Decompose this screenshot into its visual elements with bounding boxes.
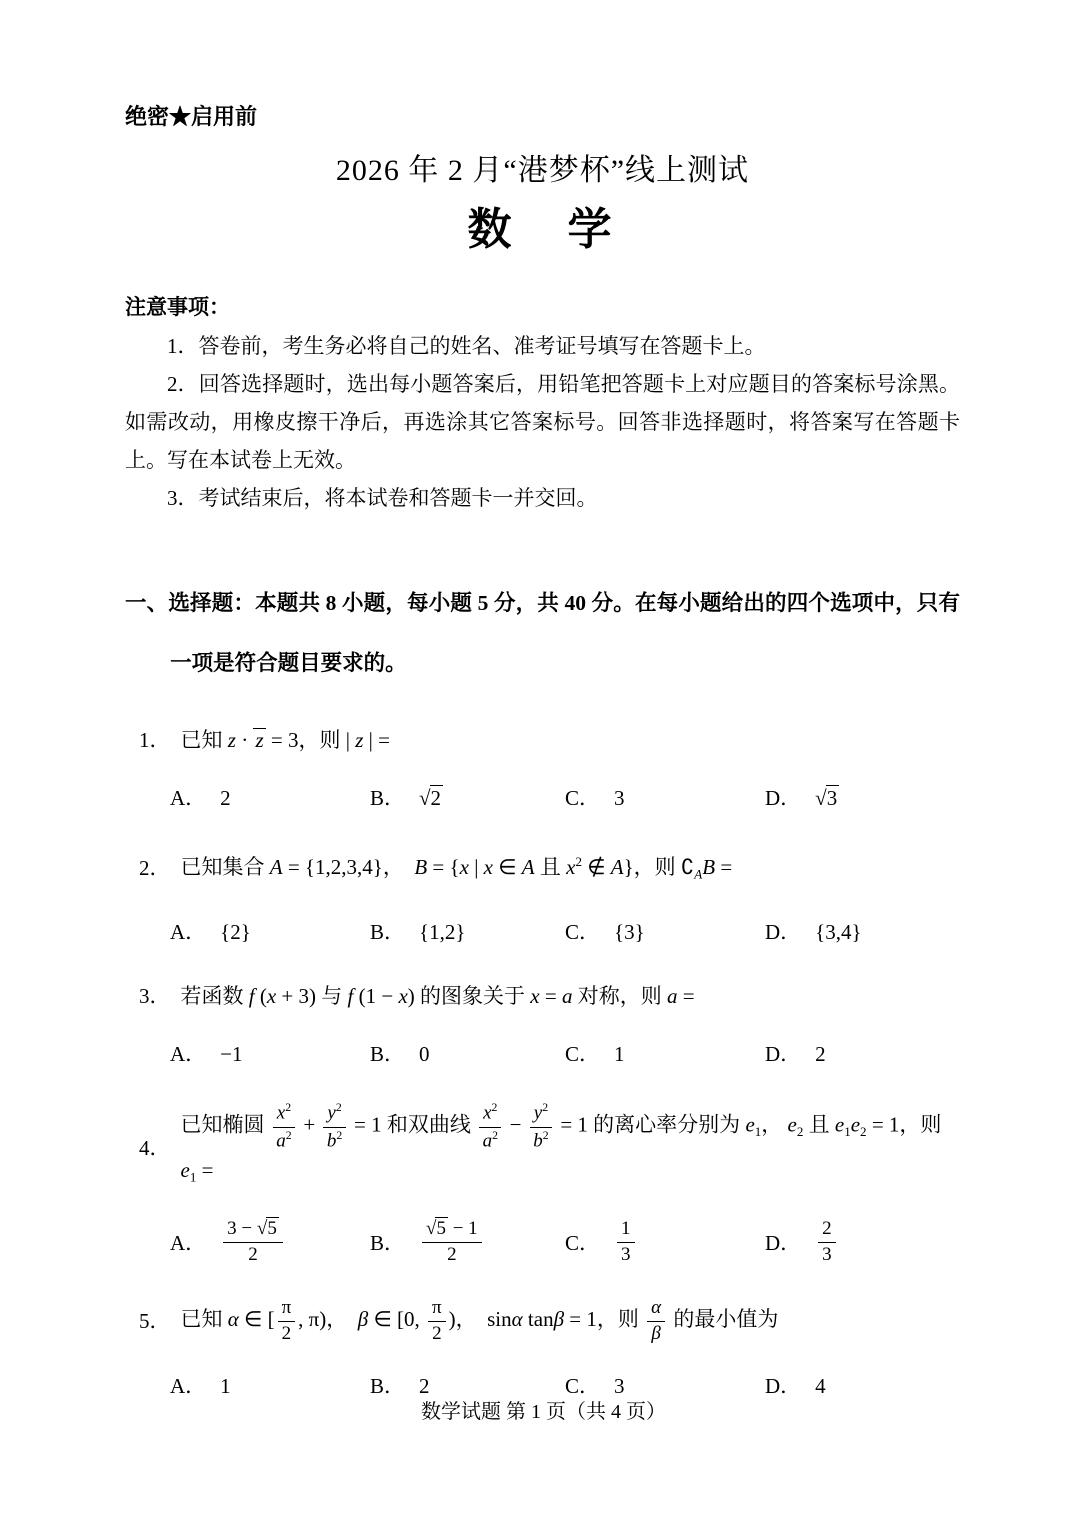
option-value-b: {1,2} — [419, 920, 466, 945]
option-label-a: A． — [170, 785, 207, 810]
option-label-b: B． — [370, 1374, 406, 1399]
classification-label: 绝密★启用前 — [125, 104, 258, 129]
option-value-d: 4 — [815, 1374, 826, 1399]
options-row — [170, 1037, 960, 1071]
option-label-b: B． — [370, 920, 406, 945]
notice-item-2: 2．回答选择题时，选出每小题答案后，用铅笔把答题卡上对应题目的答案标号涂黑。如需改动，用橡皮擦干净后，再选涂其它答案标号。回答非选择题时，将答案写在答题卡上。写在本试卷上无效。 — [125, 371, 960, 472]
option-value-c: 3 — [614, 1374, 625, 1399]
option-value-c: $\frac{1}{3}$ — [614, 1218, 638, 1267]
page-footer: 数学试题 第 1 页（共 4 页） — [421, 1401, 666, 1423]
option-value-c: {3} — [614, 920, 645, 945]
option-value-a: {2} — [220, 920, 251, 945]
option-label-d: D． — [765, 1230, 802, 1255]
option-label-b: B． — [370, 1042, 406, 1067]
option-label-d: D． — [765, 785, 802, 810]
question-number: 3． — [139, 984, 171, 1009]
option-label-c: C． — [565, 920, 601, 945]
option-value-a: 1 — [220, 1374, 231, 1399]
option-label-b: B． — [370, 785, 406, 810]
option-value-b: √2 — [419, 785, 442, 810]
option-label-a: A． — [170, 1230, 207, 1255]
question-number: 5． — [139, 1309, 171, 1334]
option-label-a: A． — [170, 1042, 207, 1067]
option-value-b: 2 — [419, 1374, 430, 1399]
question-number: 2． — [139, 856, 171, 881]
option-value-d: 2 — [815, 1042, 826, 1067]
question-1 — [125, 723, 960, 815]
option-label-a: A． — [170, 1374, 207, 1399]
notice-section — [125, 289, 960, 517]
option-label-d: D． — [765, 1042, 802, 1067]
option-value-a: $\frac{3 - √5}{2}$ — [220, 1218, 286, 1267]
option-label-c: C． — [565, 1374, 601, 1399]
option-value-a: 2 — [220, 785, 231, 810]
subject-title: 数 学 — [467, 204, 618, 254]
option-label-b: B． — [370, 1230, 406, 1255]
question-5 — [125, 1297, 960, 1404]
option-value-d: {3,4} — [815, 920, 862, 945]
notice-item-1: 1．答卷前，考生务必将自己的姓名、准考证号填写在答题卡上。 — [167, 333, 766, 358]
question-number: 4． — [139, 1135, 171, 1160]
question-3 — [125, 979, 960, 1071]
question-stem: 已知椭圆 $\frac{x^2}{a^2}$ + $\frac{y^2}{b^2}$ = 1 和双曲线 $\frac{x^2}{a^2}$ − $\frac{y^2}{b^2}$ = 1 的离心率分别为 $e_1$， $e_2$ 且 $e_1e_2 = 1$，则 $e_1$ = — [180, 1101, 942, 1185]
option-value-b: $\frac{√5 - 1}{2}$ — [419, 1218, 485, 1267]
question-number: 1． — [139, 727, 171, 752]
option-value-d: $\frac{2}{3}$ — [815, 1218, 839, 1267]
option-label-d: D． — [765, 920, 802, 945]
options-row — [170, 1218, 960, 1267]
options-row — [170, 781, 960, 815]
option-value-b: 0 — [419, 1042, 430, 1067]
section-one-heading: 一、选择题：本题共 8 小题，每小题 5 分，共 40 分。在每小题给出的四个选项中，只有一项是符合题目要求的。 — [125, 590, 960, 675]
option-value-d: √3 — [815, 785, 838, 810]
option-value-c: 1 — [614, 1042, 625, 1067]
question-4 — [125, 1101, 960, 1266]
option-label-a: A． — [170, 920, 207, 945]
option-value-a: −1 — [220, 1042, 243, 1067]
question-stem: 已知集合 A = {1,2,3,4}， B = {x | x ∈ A 且 $x^2$ ∉ A}，则 $∁_AB$ = — [180, 853, 733, 882]
question-stem: 已知 z · z = 3，则 | z | = — [180, 727, 390, 752]
option-label-d: D． — [765, 1374, 802, 1399]
option-label-c: C． — [565, 1042, 601, 1067]
question-stem: 已知 α ∈ [ $\frac{\pi}{2}$ , π)， β ∈ [0, $\frac{\pi}{2}$ )， sinα tanβ = 1，则 $\frac{\alpha}{\beta}$ 的最小值为 — [180, 1296, 779, 1344]
option-label-c: C． — [565, 1230, 601, 1255]
notice-heading: 注意事项： — [125, 295, 230, 319]
question-stem: 若函数 f (x + 3) 与 f (1 − x) 的图象关于 x = a 对称，则 a = — [180, 984, 695, 1009]
option-label-c: C． — [565, 785, 601, 810]
exam-title: 2026 年 2 月“港梦杯”线上测试 — [335, 154, 750, 188]
question-2 — [125, 845, 960, 950]
options-row — [170, 915, 960, 949]
option-value-c: 3 — [614, 785, 625, 810]
notice-item-3: 3．考试结束后，将本试卷和答题卡一并交回。 — [167, 485, 598, 510]
